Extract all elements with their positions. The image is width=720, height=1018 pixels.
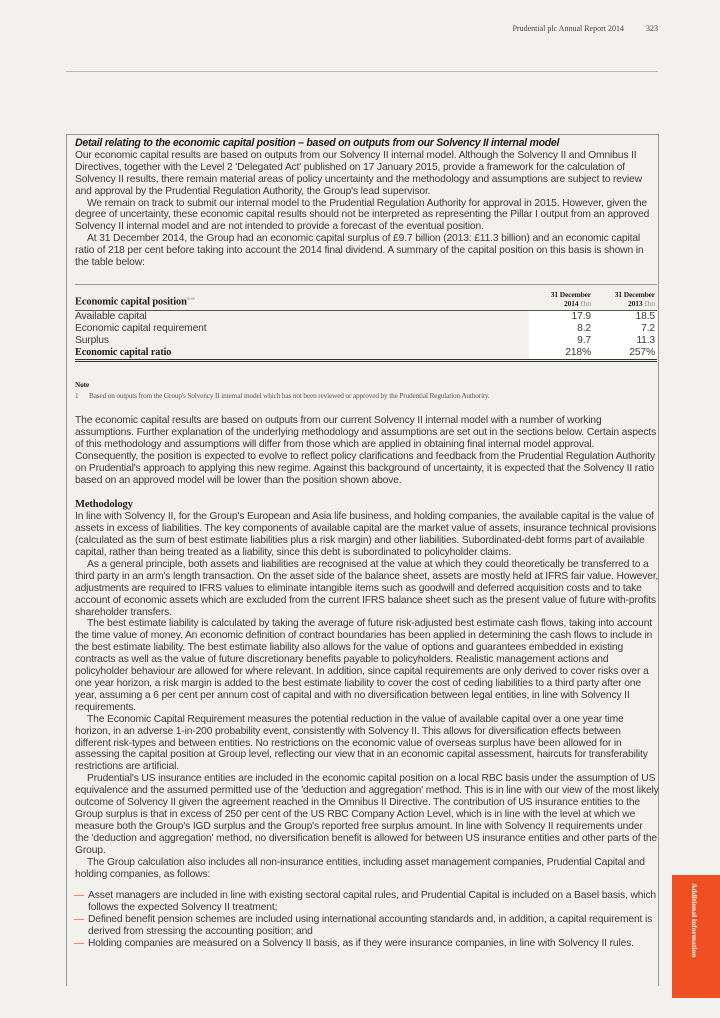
header-rule: [66, 71, 658, 72]
dash-icon: —: [74, 938, 85, 950]
note-heading: Note: [75, 379, 89, 389]
table-title: Economic capital position$^{note}$: [75, 284, 529, 310]
running-header: [512, 24, 658, 33]
methodology-paragraph: Prudential's US insurance entities are included in the economic capital position on a local RBC basis under the assumption of US equivalence and the assumed permitted use of the 'deduction and aggregation' method. This is in line with our view of the most likely outcome of Solvency II given the agreement reached in the Omnibus II Directive. The contribution of US insurance entities to the Group surplus is that in excess of 250 per cent of the US RBC Company Action Level, which is in line with the level at which we measure both the Group's IGD surplus and the Group's reported free surplus amount. In line with Solvency II requirements under the 'deduction and aggregation' method, no diversification benefit is allowed for between US insurance entities and other parts of the Group.: [75, 773, 659, 856]
section-tab-additional-information[interactable]: [672, 875, 720, 998]
table-row: Economic capital requirement 8.2 7.2: [75, 322, 655, 334]
dash-icon: —: [74, 914, 85, 926]
note-number: 1: [75, 390, 79, 400]
methodology-paragraph: The Economic Capital Requirement measures the potential reduction in the value of available capital over a one year time horizon, in an adverse 1-in-200 probability event, consistently with Solvency II. This allows for diversification effects between different risk-types and between entities. No restrictions on the economic value of overseas surplus have been allowed for in assessing the capital position at Group level, reflecting our view that in an economic capital assessment, haircuts for transferability restrictions are artificial.: [75, 713, 648, 773]
table-note: [75, 379, 659, 401]
body-paragraph: The economic capital results are based on outputs from our current Solvency II internal model with a number of working assumptions. Further explanation of the underlying methodology and assumptions are set out in the sections below. Certain aspects of this methodology and assumptions will differ from those which are applied in obtaining final internal model approval. Consequently, the position is expected to evolve to reflect policy clarifications and feedback from the Prudential Regulation Authority on Prudential's approach to applying this new regime. Against this background of uncertainty, it is expected that the Solvency II ratio based on an approved model will be lower than the position shown above.: [75, 414, 657, 486]
column-header-2013: 31 December 2013 £bn: [593, 284, 657, 310]
methodology-heading: Methodology: [75, 499, 133, 511]
bullet-list: [75, 890, 659, 950]
economic-capital-table: [75, 284, 657, 362]
note-text: Based on outputs from the Group's Solvency II internal model which has not been reviewed or approved by the Prudential Regulation Authority.: [89, 390, 490, 400]
table-row: Available capital 17.9 18.5: [75, 310, 655, 322]
column-header-2014: 31 December 2014 £bn: [529, 284, 593, 310]
main-content: [75, 138, 659, 950]
page-number: 323: [646, 24, 658, 33]
intro-paragraph: Our economic capital results are based on outputs from our Solvency II internal model. Although the Solvency II and Omnibus II Directives, together with the Level 2 'Delegated Act' published on 17 January 2015, provide a framework for the calculation of Solvency II results, there remain material areas of policy uncertainty and the methodology and assumptions are subject to review and approval by the Prudential Regulation Authority, the Group's lead supervisor.: [75, 149, 642, 197]
list-item: — Holding companies are measured on a Solvency II basis, as if they were insurance companies, in line with Solvency II rules.: [74, 938, 634, 950]
methodology-paragraph: The Group calculation also includes all non-insurance entities, including asset management companies, Prudential Capital and holding companies, as follows:: [75, 856, 645, 880]
list-item: — Asset managers are included in line with existing sectoral capital rules, and Prudential Capital is included on a Basel basis, which follows the expected Solvency II treatment;: [74, 890, 657, 914]
dash-icon: —: [74, 890, 85, 902]
table-row-total: Economic capital ratio 218% 257%: [75, 347, 657, 361]
methodology-paragraph: The best estimate liability is calculated by taking the average of future risk-adjusted best estimate cash flows, taking into account the time value of money. An economic definition of contract boundaries has been applied in determining the cash flows to include in the best estimate liability. The best estimate liability also allows for the value of options and guarantees embedded in existing contracts as well as the value of future discretionary benefits payable to policyholders. Realistic management actions and policyholder behaviour are allowed for where relevant. In addition, since capital requirements are only derived to cover risks over a one year horizon, a risk margin is added to the best estimate liability to cover the cost of ceding liabilities to a third party after one year, assuming a 6 per cent per annum cost of capital and with no diversification between legal entities, in line with Solvency II requirements.: [75, 618, 653, 713]
publication-title: Prudential plc Annual Report 2014: [512, 24, 624, 33]
intro-paragraph: At 31 December 2014, the Group had an economic capital surplus of £9.7 billion (2013: £11.3 billion) and an economic capital ratio of 218 per cent before taking into account the 2014 final dividend. A summary of the capital position on this basis is shown in the table below:: [75, 233, 644, 269]
section-title: Detail relating to the economic capital position – based on outputs from our Solvency II internal model: [75, 137, 560, 149]
methodology-paragraph: As a general principle, both assets and liabilities are recognised at the value at which they could theoretically be transferred to a third party in an arm's length transaction. On the asset side of the balance sheet, assets are mostly held at IFRS fair value. However, adjustments are required to IFRS values to eliminate intangible items such as goodwill and deferred acquisition costs and to take account of economic assets which are excluded from the current IFRS balance sheet such as the present value of future with-profits shareholder transfers.: [75, 558, 659, 618]
intro-paragraph: We remain on track to submit our internal model to the Prudential Regulation Authority for approval in 2015. However, given the degree of uncertainty, these economic capital results should not be interpreted as representing the Pillar I output from an approved Solvency II internal model and are not intended to provide a forecast of the eventual position.: [75, 197, 650, 233]
section-tab-label: Additional information: [690, 883, 699, 958]
table-row: Surplus 9.7 11.3: [75, 334, 655, 346]
list-item: — Defined benefit pension schemes are included using international accounting standards and, in addition, a capital requirement is derived from stressing the accounting position; and: [74, 914, 653, 938]
methodology-paragraph: In line with Solvency II, for the Group's European and Asia life business, and holding companies, the available capital is the value of assets in excess of liabilities. The key components of available capital are the market value of assets, insurance technical provisions (calculated as the sum of best estimate liabilities plus a risk margin) and other liabilities. Subordinated-debt forms part of available capital, rather than being treated as a liability, since this debt is subordinated to policyholder claims.: [75, 511, 657, 559]
